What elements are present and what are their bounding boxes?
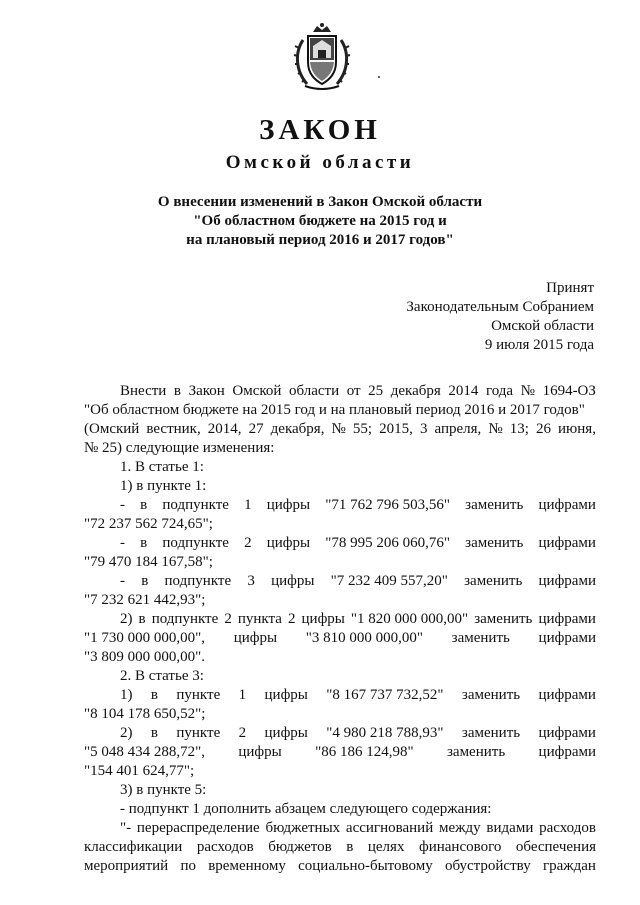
body-word: целях	[367, 839, 405, 855]
body-word: заменить	[461, 725, 521, 741]
body-word: -	[120, 535, 125, 551]
body-line: "154 401 624,77";	[84, 763, 195, 779]
body-word: (Омский	[84, 421, 140, 437]
law-body	[84, 382, 596, 876]
body-word: заменить	[451, 630, 510, 646]
body-word: "Об областном бюджете на 2015 год и на плановый период 2016 и 2017 годов"	[84, 402, 585, 418]
body-line	[84, 401, 596, 420]
body-word: расходов	[196, 839, 254, 855]
body-word: цифрами	[538, 725, 596, 741]
body-word: 55;	[352, 421, 373, 437]
body-word: "1 730 000 000,00",	[84, 630, 205, 646]
law-title: ЗАКОН	[259, 114, 381, 146]
body-word: временному	[208, 858, 286, 874]
body-word: 3	[419, 421, 428, 437]
body-word: №	[520, 383, 535, 399]
body-word: от	[346, 383, 361, 399]
body-line	[84, 819, 596, 838]
scan-speck	[378, 76, 380, 78]
body-word: 3	[247, 573, 255, 589]
body-word: "1 820 000 000,00"	[350, 611, 469, 627]
subtitle-line: "Об областном бюджете на 2015 год и	[193, 213, 447, 229]
body-word: цифры	[264, 725, 308, 741]
body-word: цифрами	[538, 535, 596, 551]
body-word: цифры	[264, 687, 308, 703]
body-word: "4 980 218 788,93"	[326, 725, 444, 741]
body-line: "8 104 178 650,52";	[84, 706, 206, 722]
body-word: цифры	[271, 573, 315, 589]
body-word: в	[346, 839, 354, 855]
adoption-line: Законодательным Собранием	[406, 299, 594, 315]
body-word: декабря,	[270, 421, 325, 437]
body-line	[84, 838, 596, 857]
body-word: подпункте	[162, 535, 229, 551]
body-line	[84, 629, 596, 648]
body-word: по	[180, 858, 196, 874]
body-word: подпункте	[151, 611, 219, 627]
body-word: 27	[248, 421, 264, 437]
body-word: 2	[287, 611, 296, 627]
body-word: подпункте	[164, 573, 232, 589]
body-word: пункте	[176, 725, 221, 741]
body-line	[84, 496, 596, 515]
body-word: цифрами	[538, 687, 596, 703]
body-word: граждан	[542, 858, 596, 874]
body-word: обеспечения	[515, 839, 596, 855]
body-word: 1	[238, 687, 247, 703]
body-word: заменить	[465, 535, 524, 551]
body-word: в	[140, 535, 148, 551]
body-word: области	[289, 383, 340, 399]
body-word: 2	[244, 535, 252, 551]
body-word: Закон	[188, 383, 225, 399]
subtitle-line: О внесении изменений в Закон Омской области	[157, 194, 483, 210]
body-word: в	[173, 383, 181, 399]
body-word: бюджетных	[265, 820, 341, 836]
body-line: 1. В статье 1:	[120, 459, 204, 475]
body-word: перераспределение	[136, 820, 260, 836]
body-line: "7 232 621 442,93";	[84, 592, 206, 608]
body-word: цифрами	[538, 611, 596, 627]
body-word: 1694-ОЗ	[542, 383, 596, 399]
body-word: "7 232 409 557,20"	[330, 573, 448, 589]
body-line: "3 809 000 000,00".	[84, 649, 205, 665]
coat-of-arms-emblem	[293, 22, 351, 92]
body-word: цифры	[266, 497, 311, 513]
body-word: ассигнований	[345, 820, 434, 836]
body-line: 2. В статье 3:	[120, 668, 204, 684]
body-word: 2015,	[379, 421, 413, 437]
body-word: 2014,	[207, 421, 242, 437]
body-word: видами	[486, 820, 534, 836]
body-word: года	[485, 383, 514, 399]
body-line	[84, 857, 596, 876]
law-subtitle	[0, 193, 640, 250]
body-word: цифры	[301, 611, 345, 627]
body-word: 2)	[120, 725, 133, 741]
body-word: "86 186 124,98"	[315, 744, 414, 760]
body-word: -	[120, 497, 125, 513]
body-line	[84, 743, 596, 762]
body-word: заменить	[446, 744, 506, 760]
body-line	[84, 724, 596, 743]
body-word: цифрами	[538, 630, 596, 646]
body-word: расходов	[539, 820, 596, 836]
body-word: №	[488, 421, 503, 437]
body-word: мероприятий	[84, 858, 169, 874]
region-title: Омской области	[225, 152, 415, 173]
body-word: пункта	[237, 611, 282, 627]
body-line	[84, 534, 596, 553]
body-line	[84, 420, 596, 439]
body-word: 26	[535, 421, 551, 437]
body-line: 1) в пункте 1:	[120, 478, 207, 494]
body-word: 13;	[509, 421, 529, 437]
body-word: в	[141, 573, 149, 589]
body-word: цифры	[233, 630, 278, 646]
body-word: "8 167 737 732,52"	[326, 687, 444, 703]
body-word: цифрами	[538, 744, 596, 760]
body-word: 1	[244, 497, 252, 513]
body-word: 25	[368, 383, 384, 399]
body-word: цифры	[238, 744, 282, 760]
body-word: 2014	[448, 383, 479, 399]
body-line: 3) в пункте 5:	[120, 782, 207, 798]
adoption-line: Принят	[546, 280, 594, 296]
body-line	[84, 610, 596, 629]
body-word: в	[138, 611, 146, 627]
body-word: в	[140, 497, 148, 513]
body-line	[84, 572, 596, 591]
body-word: между	[439, 820, 481, 836]
body-word: подпункте	[162, 497, 229, 513]
body-word: цифрами	[538, 497, 596, 513]
subtitle-line: на плановый период 2016 и 2017 годов"	[186, 232, 454, 248]
body-word: №	[331, 421, 346, 437]
body-word: "5 048 434 288,72",	[84, 744, 205, 760]
body-line: "72 237 562 724,65";	[84, 516, 213, 532]
body-word: цифрами	[538, 573, 596, 589]
body-word: заменить	[461, 687, 521, 703]
body-word: "78 995 206 060,76"	[325, 535, 450, 551]
body-word: классификации	[84, 839, 183, 855]
body-word: заменить	[465, 497, 524, 513]
body-word: 1)	[120, 687, 133, 703]
adoption-line: Омской области	[491, 318, 594, 334]
body-word: 2)	[120, 611, 133, 627]
body-word: "3 810 000 000,00"	[305, 630, 423, 646]
body-word: в	[150, 687, 158, 703]
adoption-date: 9 июля 2015 года	[484, 337, 594, 353]
adoption-block	[406, 279, 594, 355]
body-word: социально-бытовому	[298, 858, 433, 874]
body-line: - подпункт 1 дополнить абзацем следующего содержания:	[120, 801, 492, 817]
body-line: "79 470 184 167,58";	[84, 554, 213, 570]
body-word: бюджетов	[268, 839, 332, 855]
body-word: "-	[120, 820, 132, 836]
body-word: "71 762 796 503,56"	[325, 497, 450, 513]
body-word: в	[150, 725, 158, 741]
body-word: 2	[238, 725, 247, 741]
body-word: июня,	[558, 421, 596, 437]
body-word: вестник,	[146, 421, 201, 437]
body-word: финансового	[418, 839, 502, 855]
body-line	[84, 686, 596, 705]
body-word: Внести	[120, 383, 167, 399]
body-word: 2	[224, 611, 232, 627]
body-word: Омской	[232, 383, 282, 399]
body-word: обустройству	[444, 858, 531, 874]
body-word: -	[120, 573, 125, 589]
body-word: декабря	[390, 383, 441, 399]
body-word: апреля,	[434, 421, 482, 437]
body-word: заменить	[474, 611, 533, 627]
body-word: заменить	[464, 573, 523, 589]
body-line: № 25) следующие изменения:	[84, 440, 275, 456]
body-word: пункте	[176, 687, 221, 703]
body-line	[84, 382, 596, 401]
body-word: цифры	[266, 535, 311, 551]
